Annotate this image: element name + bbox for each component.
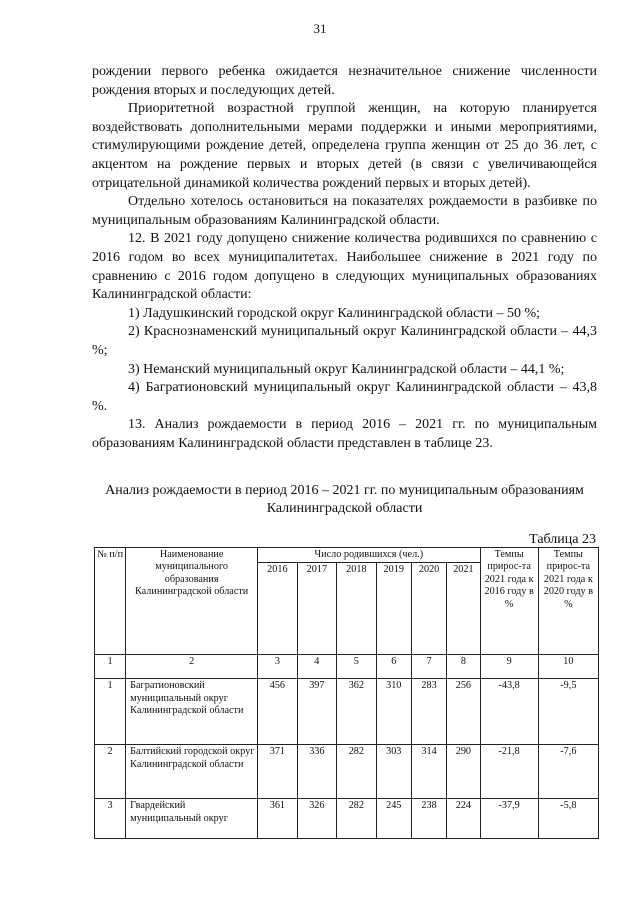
column-number: 4 bbox=[297, 655, 336, 679]
header-growth-2016: Темпы прирос-та 2021 года к 2016 году в % bbox=[480, 548, 538, 655]
row-value: 224 bbox=[447, 799, 480, 839]
row-value: 371 bbox=[258, 745, 297, 799]
row-value: 336 bbox=[297, 745, 336, 799]
header-num: № п/п bbox=[95, 548, 126, 655]
table-row bbox=[95, 799, 599, 839]
row-growth-2020: -5,8 bbox=[538, 799, 598, 839]
column-number-row bbox=[95, 655, 599, 679]
list-item: 3) Неманский муниципальный округ Калининградской области – 44,1 %; bbox=[128, 361, 565, 377]
header-year: 2021 bbox=[447, 563, 480, 655]
row-name: Балтийский городской округ Калининградской области bbox=[126, 745, 258, 799]
row-name: Гвардейский муниципальный округ bbox=[126, 799, 258, 839]
row-growth-2016: -43,8 bbox=[480, 679, 538, 745]
list-item: 4) Багратионовский муниципальный округ Калининградской области – 43,8 %. bbox=[92, 380, 597, 414]
list-item: 2) Краснознаменский муниципальный округ Калининградской области – 44,3 %; bbox=[92, 324, 597, 358]
row-growth-2016: -21,8 bbox=[480, 745, 538, 799]
header-year: 2019 bbox=[376, 563, 411, 655]
header-births: Число родившихся (чел.) bbox=[258, 548, 480, 563]
row-growth-2020: -9,5 bbox=[538, 679, 598, 745]
row-value: 456 bbox=[258, 679, 297, 745]
row-value: 314 bbox=[411, 745, 446, 799]
paragraph: Приоритетной возрастной группой женщин, на которую планируется воздействовать дополнительными мерами поддержки и иными мероприятиями, стимулирующими рождение детей, определена группа женщин от 25 до 36 лет, с акцентом на рождение первых и вторых детей (в связи с увеличивающейся отрицательной динамикой количества рождений первых и вторых детей). bbox=[92, 101, 597, 191]
column-number: 5 bbox=[337, 655, 376, 679]
row-value: 238 bbox=[411, 799, 446, 839]
paragraph: 12. В 2021 году допущено снижение количества родившихся по сравнению с 2016 годом во всех муниципалитетах. Наибольшее снижение в 2021 году по сравнению с 2016 годом допущено в следующих муниципальных образованиях Калининградской области: bbox=[92, 231, 597, 303]
row-value: 361 bbox=[258, 799, 297, 839]
header-year: 2020 bbox=[411, 563, 446, 655]
paragraph: 13. Анализ рождаемости в период 2016 – 2021 гг. по муниципальным образованиям Калининградской области представлен в таблице 23. bbox=[92, 417, 597, 451]
row-name: Багратионовский муниципальный округ Калининградской области bbox=[126, 679, 258, 745]
row-value: 256 bbox=[447, 679, 480, 745]
row-value: 303 bbox=[376, 745, 411, 799]
column-number: 9 bbox=[480, 655, 538, 679]
header-year: 2018 bbox=[337, 563, 376, 655]
row-value: 310 bbox=[376, 679, 411, 745]
column-number: 7 bbox=[411, 655, 446, 679]
body-text bbox=[92, 63, 597, 453]
column-number: 3 bbox=[258, 655, 297, 679]
header-growth-2020: Темпы прирос-та 2021 года к 2020 году в % bbox=[538, 548, 598, 655]
row-value: 282 bbox=[337, 745, 376, 799]
row-value: 290 bbox=[447, 745, 480, 799]
column-number: 10 bbox=[538, 655, 598, 679]
header-name: Наименование муниципального образования Калининградской области bbox=[126, 548, 258, 655]
birth-analysis-table bbox=[94, 547, 599, 839]
row-value: 282 bbox=[337, 799, 376, 839]
row-value: 283 bbox=[411, 679, 446, 745]
table-title: Анализ рождаемости в период 2016 – 2021 гг. по муниципальным образованиям Калининградской области bbox=[105, 483, 584, 516]
row-growth-2020: -7,6 bbox=[538, 745, 598, 799]
row-value: 362 bbox=[337, 679, 376, 745]
column-number: 1 bbox=[95, 655, 126, 679]
paragraph: рождении первого ребенка ожидается незначительное снижение численности рождения вторых и последующих детей. bbox=[92, 64, 597, 98]
header-year: 2017 bbox=[297, 563, 336, 655]
row-num: 3 bbox=[95, 799, 126, 839]
row-num: 2 bbox=[95, 745, 126, 799]
row-value: 397 bbox=[297, 679, 336, 745]
page-number: 31 bbox=[313, 21, 327, 36]
row-value: 245 bbox=[376, 799, 411, 839]
table-row bbox=[95, 745, 599, 799]
column-number: 8 bbox=[447, 655, 480, 679]
row-growth-2016: -37,9 bbox=[480, 799, 538, 839]
header-year: 2016 bbox=[258, 563, 297, 655]
row-value: 326 bbox=[297, 799, 336, 839]
paragraph: Отдельно хотелось остановиться на показателях рождаемости в разбивке по муниципальным образованиям Калининградской области. bbox=[92, 194, 597, 228]
table-row bbox=[95, 679, 599, 745]
table-label: Таблица 23 bbox=[529, 532, 596, 547]
column-number: 6 bbox=[376, 655, 411, 679]
column-number: 2 bbox=[126, 655, 258, 679]
row-num: 1 bbox=[95, 679, 126, 745]
list-item: 1) Ладушкинский городской округ Калининградской области – 50 %; bbox=[128, 305, 541, 321]
